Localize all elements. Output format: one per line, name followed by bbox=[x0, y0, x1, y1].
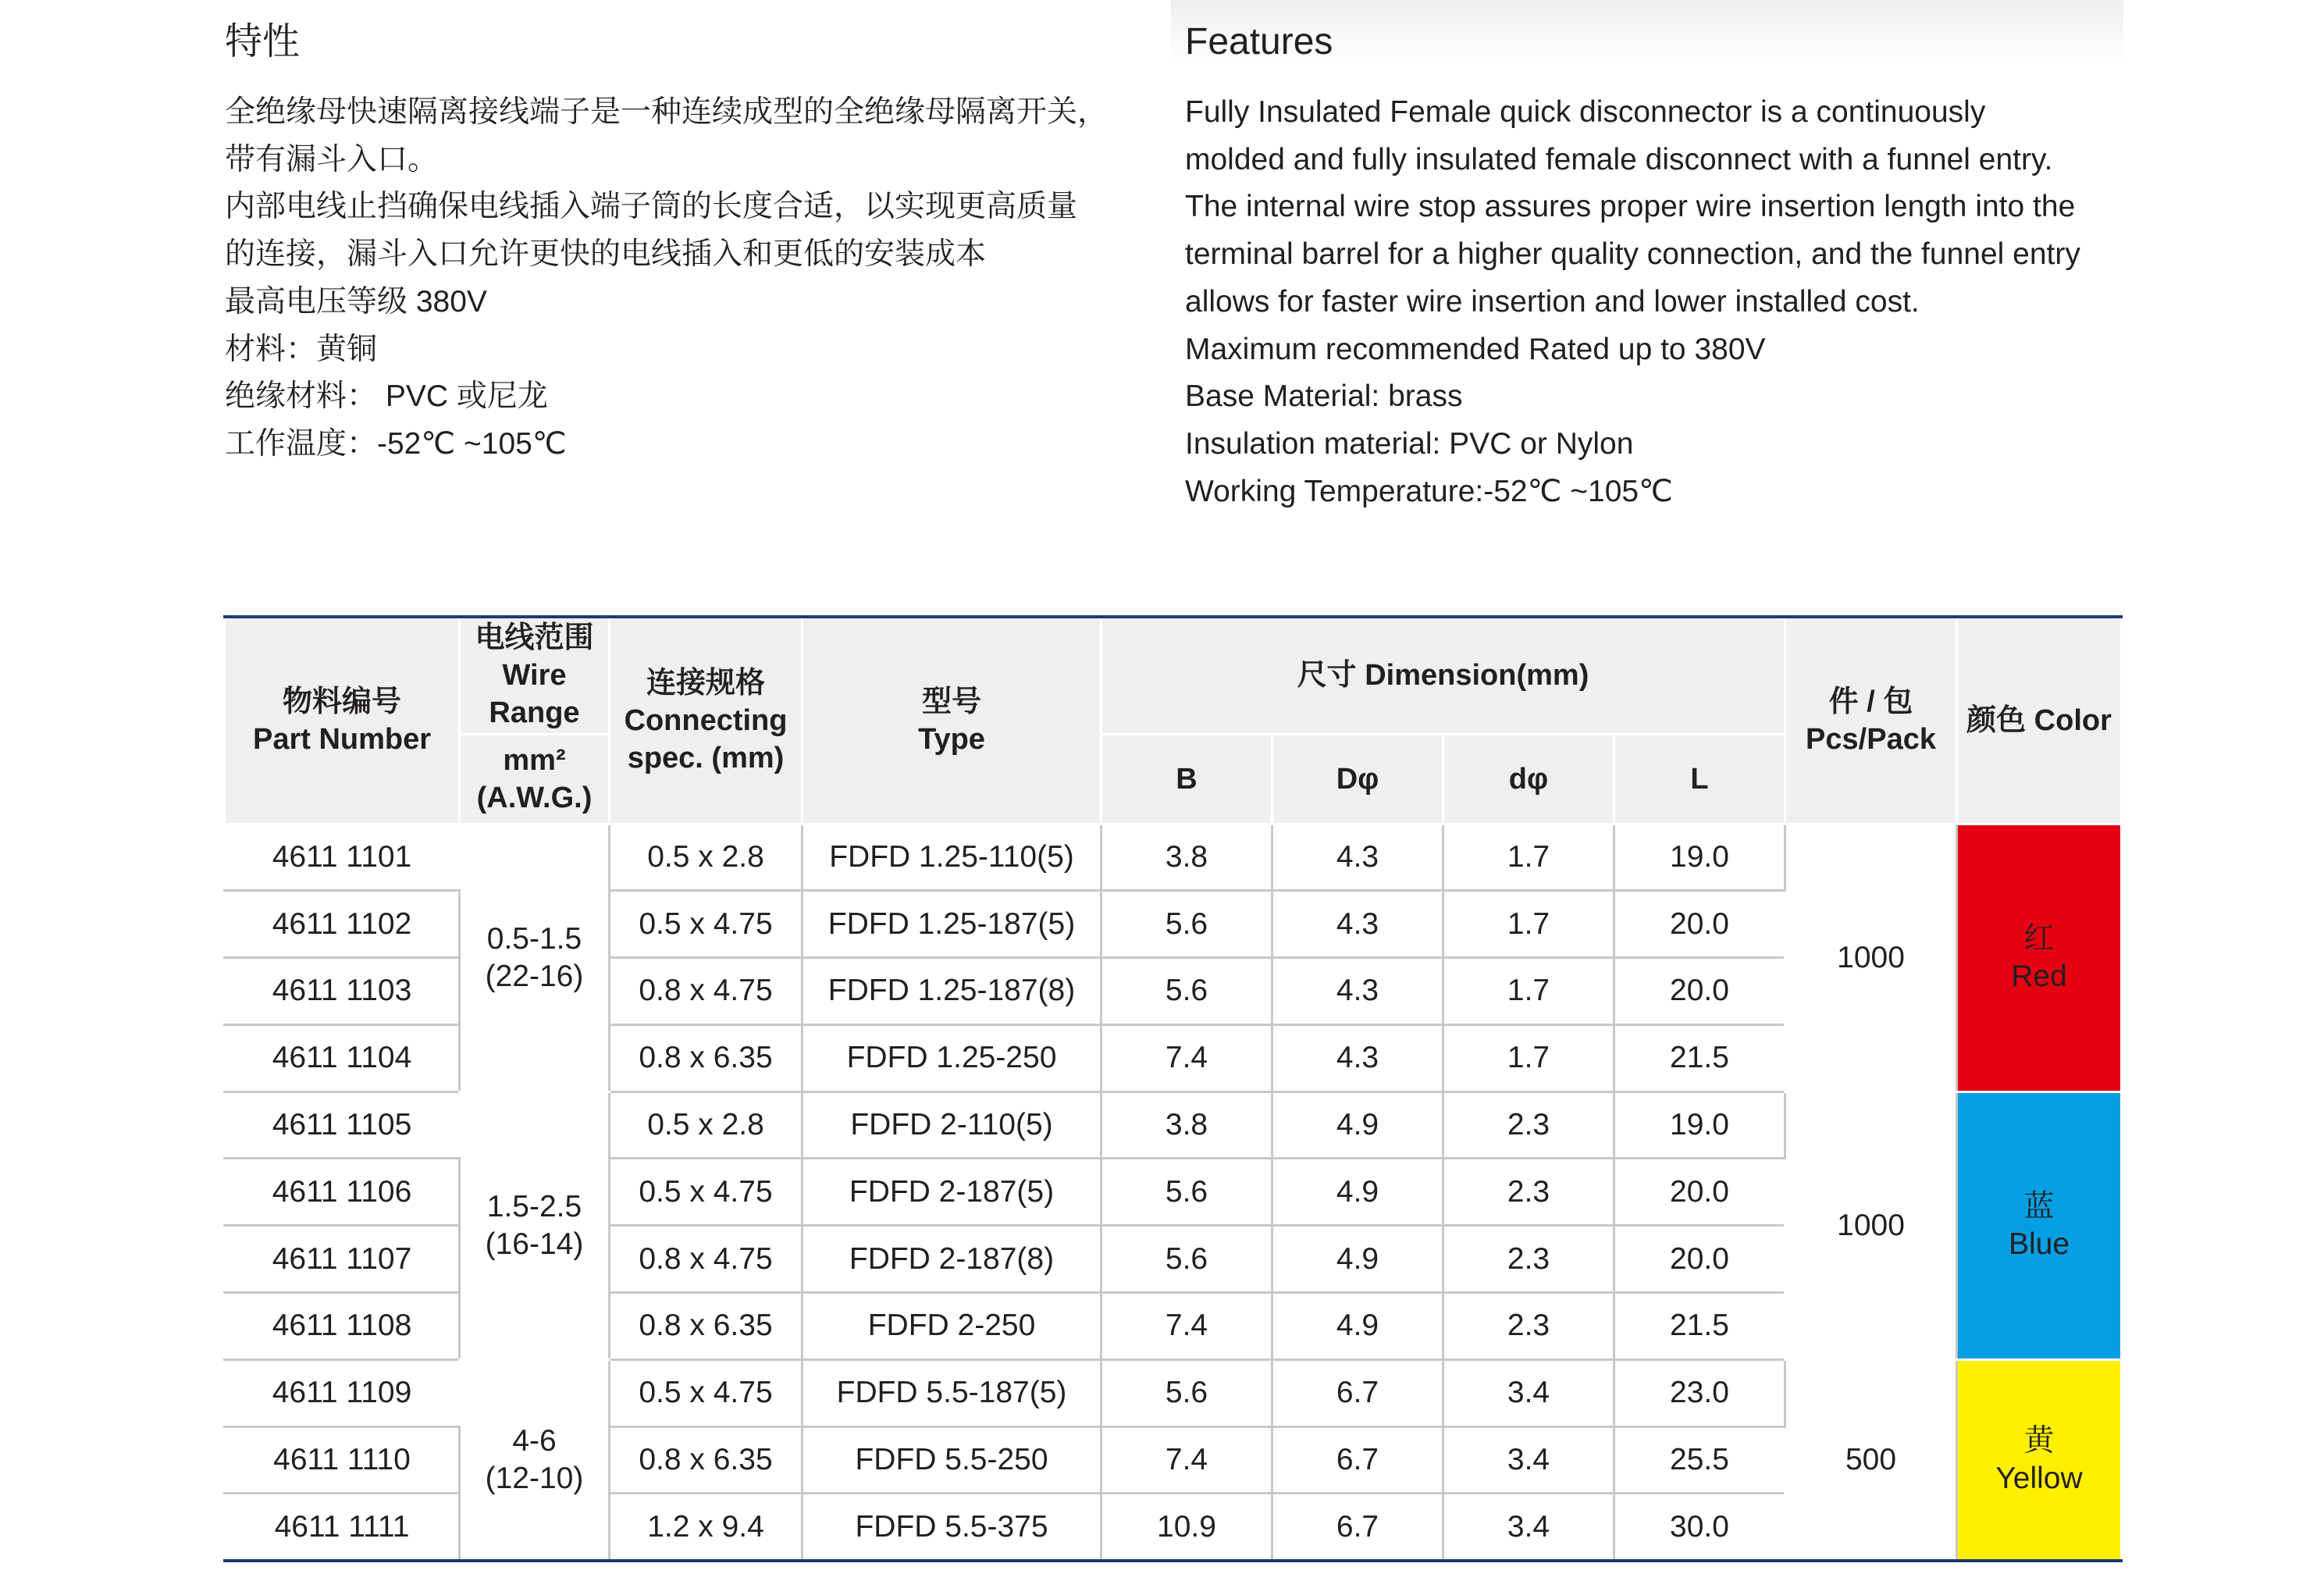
feature-line-en: Insulation material: PVC or Nylon bbox=[1185, 426, 1634, 461]
cell-dim-inner: 3.4 bbox=[1443, 1359, 1614, 1426]
cell-type: FDFD 2-110(5) bbox=[803, 1091, 1101, 1159]
cell-wire-range bbox=[460, 824, 610, 1091]
cell-pcs-pack: 500 bbox=[1785, 1359, 1957, 1560]
feature-line-cn: 材料：黄铜 bbox=[225, 332, 378, 366]
color-label-en: Red bbox=[2011, 959, 2067, 993]
cell-dim-inner: 1.7 bbox=[1443, 958, 1614, 1025]
cell-dim-l: 20.0 bbox=[1614, 1159, 1785, 1226]
cell-spec: 1.2 x 9.4 bbox=[610, 1494, 803, 1561]
wire-range-awg: (12-10) bbox=[485, 1461, 584, 1495]
cell-spec: 0.8 x 4.75 bbox=[610, 1226, 803, 1293]
cell-type: FDFD 5.5-375 bbox=[803, 1494, 1101, 1561]
features-heading-en: Features bbox=[1185, 21, 1333, 62]
cell-dim-outer: 4.9 bbox=[1272, 1091, 1443, 1159]
color-swatch-red bbox=[1957, 824, 2122, 1091]
feature-line-cn: 全绝缘母快速隔离接线端子是一种连续成型的全绝缘母隔离开关， bbox=[225, 95, 1109, 129]
cell-spec: 0.8 x 6.35 bbox=[610, 1024, 803, 1091]
cell-dim-b: 5.6 bbox=[1101, 1159, 1272, 1226]
header-wire-cn: 电线范围 bbox=[475, 621, 594, 655]
header-wire-en: Wire bbox=[502, 659, 567, 693]
cell-dim-l: 23.0 bbox=[1614, 1359, 1785, 1426]
cell-type: FDFD 1.25-110(5) bbox=[803, 824, 1101, 891]
cell-type: FDFD 2-187(8) bbox=[803, 1226, 1101, 1293]
color-label-cn: 红 bbox=[2023, 921, 2055, 956]
cell-part: 4611 1107 bbox=[225, 1226, 460, 1293]
header-pcs-pack bbox=[1785, 617, 1957, 824]
header-conn-en: Connecting bbox=[624, 703, 788, 737]
cell-part: 4611 1110 bbox=[225, 1426, 460, 1494]
wire-range-mm: 4-6 bbox=[512, 1423, 557, 1458]
cell-dim-inner: 1.7 bbox=[1443, 1024, 1614, 1091]
feature-line-cn: 内部电线止挡确保电线插入端子筒的长度合适，以实现更高质量 bbox=[225, 190, 1078, 224]
header-wire-range bbox=[460, 617, 610, 734]
cell-dim-b: 5.6 bbox=[1101, 1359, 1272, 1426]
cell-part: 4611 1111 bbox=[225, 1494, 460, 1561]
cell-spec: 0.5 x 2.8 bbox=[610, 824, 803, 891]
feature-line-en: Maximum recommended Rated up to 380V bbox=[1185, 332, 1766, 366]
feature-line-cn: 带有漏斗入口。 bbox=[225, 142, 439, 176]
cell-dim-b: 3.8 bbox=[1101, 824, 1272, 891]
header-type-cn: 型号 bbox=[921, 685, 981, 718]
cell-part: 4611 1105 bbox=[225, 1091, 460, 1159]
header-connecting-spec bbox=[610, 617, 803, 824]
feature-line-cn: 工作温度：-52℃ ~105℃ bbox=[225, 426, 567, 461]
cell-dim-b: 3.8 bbox=[1101, 1091, 1272, 1159]
cell-part: 4611 1103 bbox=[225, 958, 460, 1025]
header-dim-inner-diameter: dφ bbox=[1443, 734, 1614, 824]
feature-line-cn: 的连接，漏斗入口允许更快的电线插入和更低的安装成本 bbox=[225, 237, 987, 272]
table-row bbox=[225, 1359, 2122, 1426]
header-pcs-en: Pcs/Pack bbox=[1806, 722, 1936, 756]
header-conn-cn: 连接规格 bbox=[646, 666, 765, 700]
cell-pcs-pack: 1000 bbox=[1785, 1091, 1957, 1359]
cell-dim-outer: 4.3 bbox=[1272, 891, 1443, 958]
color-label-en: Yellow bbox=[1995, 1461, 2083, 1495]
feature-line-cn: 最高电压等级 380V bbox=[225, 284, 487, 319]
header-part-cn: 物料编号 bbox=[282, 685, 401, 718]
cell-type: FDFD 1.25-187(5) bbox=[803, 891, 1101, 958]
cell-dim-l: 20.0 bbox=[1614, 958, 1785, 1025]
cell-dim-inner: 1.7 bbox=[1443, 891, 1614, 958]
cell-dim-inner: 2.3 bbox=[1443, 1293, 1614, 1360]
cell-type: FDFD 5.5-187(5) bbox=[803, 1359, 1101, 1426]
feature-line-en: The internal wire stop assures proper wire insertion length into the bbox=[1185, 190, 2076, 224]
cell-type: FDFD 5.5-250 bbox=[803, 1426, 1101, 1494]
header-part-number bbox=[225, 617, 460, 824]
cell-dim-outer: 4.9 bbox=[1272, 1293, 1443, 1360]
cell-part: 4611 1102 bbox=[225, 891, 460, 958]
feature-line-en: Base Material: brass bbox=[1185, 379, 1463, 414]
color-label-en: Blue bbox=[2008, 1227, 2070, 1261]
cell-type: FDFD 2-250 bbox=[803, 1293, 1101, 1360]
cell-part: 4611 1108 bbox=[225, 1293, 460, 1360]
cell-part: 4611 1101 bbox=[225, 824, 460, 891]
cell-dim-b: 5.6 bbox=[1101, 891, 1272, 958]
cell-dim-outer: 4.9 bbox=[1272, 1159, 1443, 1226]
header-type-en: Type bbox=[918, 722, 985, 756]
feature-line-cn: 绝缘材料： PVC 或尼龙 bbox=[225, 379, 548, 414]
feature-line-en: molded and fully insulated female disconnect with a funnel entry. bbox=[1185, 142, 2053, 176]
cell-dim-b: 10.9 bbox=[1101, 1494, 1272, 1561]
cell-dim-outer: 4.3 bbox=[1272, 958, 1443, 1025]
cell-part: 4611 1106 bbox=[225, 1159, 460, 1226]
cell-dim-l: 20.0 bbox=[1614, 1226, 1785, 1293]
header-type bbox=[803, 617, 1101, 824]
cell-dim-inner: 2.3 bbox=[1443, 1226, 1614, 1293]
table-row bbox=[225, 824, 2122, 891]
cell-dim-outer: 4.3 bbox=[1272, 1024, 1443, 1091]
cell-dim-l: 20.0 bbox=[1614, 891, 1785, 958]
cell-part: 4611 1109 bbox=[225, 1359, 460, 1426]
cell-dim-l: 19.0 bbox=[1614, 1091, 1785, 1159]
color-label-cn: 黄 bbox=[2023, 1423, 2055, 1458]
wire-range-mm: 1.5-2.5 bbox=[486, 1189, 582, 1223]
features-english-column bbox=[1185, 14, 2153, 515]
cell-spec: 0.8 x 6.35 bbox=[610, 1293, 803, 1360]
header-dim-outer-diameter: Dφ bbox=[1272, 734, 1443, 824]
header-wire-unit-awg: (A.W.G.) bbox=[476, 781, 593, 814]
cell-spec: 0.5 x 4.75 bbox=[610, 1159, 803, 1226]
header-wire-unit-mm: mm² bbox=[503, 743, 566, 777]
cell-spec: 0.5 x 4.75 bbox=[610, 891, 803, 958]
header-wire-unit bbox=[460, 734, 610, 824]
cell-dim-b: 5.6 bbox=[1101, 1226, 1272, 1293]
cell-type: FDFD 2-187(5) bbox=[803, 1159, 1101, 1226]
cell-dim-inner: 3.4 bbox=[1443, 1426, 1614, 1494]
cell-type: FDFD 1.25-187(8) bbox=[803, 958, 1101, 1025]
cell-dim-inner: 2.3 bbox=[1443, 1159, 1614, 1226]
header-color: 颜色 Color bbox=[1957, 617, 2122, 824]
cell-dim-b: 7.4 bbox=[1101, 1426, 1272, 1494]
header-pcs-cn: 件 / 包 bbox=[1828, 685, 1913, 718]
header-dim-b: B bbox=[1101, 734, 1272, 824]
cell-dim-l: 30.0 bbox=[1614, 1494, 1785, 1561]
cell-dim-outer: 4.3 bbox=[1272, 824, 1443, 891]
spec-table bbox=[223, 615, 2123, 1562]
color-label-cn: 蓝 bbox=[2023, 1189, 2055, 1223]
cell-wire-range bbox=[460, 1091, 610, 1359]
features-chinese-column bbox=[225, 14, 1146, 468]
wire-range-awg: (22-16) bbox=[485, 959, 584, 993]
cell-dim-inner: 1.7 bbox=[1443, 824, 1614, 891]
cell-type: FDFD 1.25-250 bbox=[803, 1024, 1101, 1091]
cell-spec: 0.5 x 2.8 bbox=[610, 1091, 803, 1159]
feature-line-en: allows for faster wire insertion and lower installed cost. bbox=[1185, 284, 1920, 319]
cell-spec: 0.8 x 6.35 bbox=[610, 1426, 803, 1494]
header-dimension: 尺寸 Dimension(mm) bbox=[1101, 617, 1785, 734]
cell-spec: 0.8 x 4.75 bbox=[610, 958, 803, 1025]
color-swatch-yellow bbox=[1957, 1359, 2122, 1560]
features-heading-cn: 特性 bbox=[225, 21, 301, 62]
cell-spec: 0.5 x 4.75 bbox=[610, 1359, 803, 1426]
table-row bbox=[225, 1091, 2122, 1159]
cell-pcs-pack: 1000 bbox=[1785, 824, 1957, 1091]
header-wire-en: Range bbox=[489, 696, 580, 730]
header-conn-en: spec. (mm) bbox=[627, 741, 785, 775]
cell-dim-outer: 6.7 bbox=[1272, 1426, 1443, 1494]
cell-dim-l: 25.5 bbox=[1614, 1426, 1785, 1494]
cell-dim-b: 7.4 bbox=[1101, 1024, 1272, 1091]
wire-range-mm: 0.5-1.5 bbox=[486, 921, 582, 956]
cell-dim-outer: 6.7 bbox=[1272, 1359, 1443, 1426]
cell-part: 4611 1104 bbox=[225, 1024, 460, 1091]
cell-dim-l: 19.0 bbox=[1614, 824, 1785, 891]
cell-dim-l: 21.5 bbox=[1614, 1293, 1785, 1360]
cell-dim-inner: 2.3 bbox=[1443, 1091, 1614, 1159]
cell-dim-l: 21.5 bbox=[1614, 1024, 1785, 1091]
header-part-en: Part Number bbox=[252, 722, 432, 756]
header-dim-l: L bbox=[1614, 734, 1785, 824]
feature-line-en: Fully Insulated Female quick disconnector is a continuously bbox=[1185, 95, 1986, 129]
feature-line-en: terminal barrel for a higher quality connection, and the funnel entry bbox=[1185, 237, 2080, 272]
feature-line-en: Working Temperature:-52℃ ~105℃ bbox=[1185, 474, 1673, 508]
wire-range-awg: (16-14) bbox=[485, 1227, 584, 1261]
cell-dim-outer: 6.7 bbox=[1272, 1494, 1443, 1561]
cell-dim-b: 5.6 bbox=[1101, 958, 1272, 1025]
color-swatch-blue bbox=[1957, 1091, 2122, 1359]
cell-dim-outer: 4.9 bbox=[1272, 1226, 1443, 1293]
cell-wire-range bbox=[460, 1359, 610, 1560]
cell-dim-inner: 3.4 bbox=[1443, 1494, 1614, 1561]
cell-dim-b: 7.4 bbox=[1101, 1293, 1272, 1360]
